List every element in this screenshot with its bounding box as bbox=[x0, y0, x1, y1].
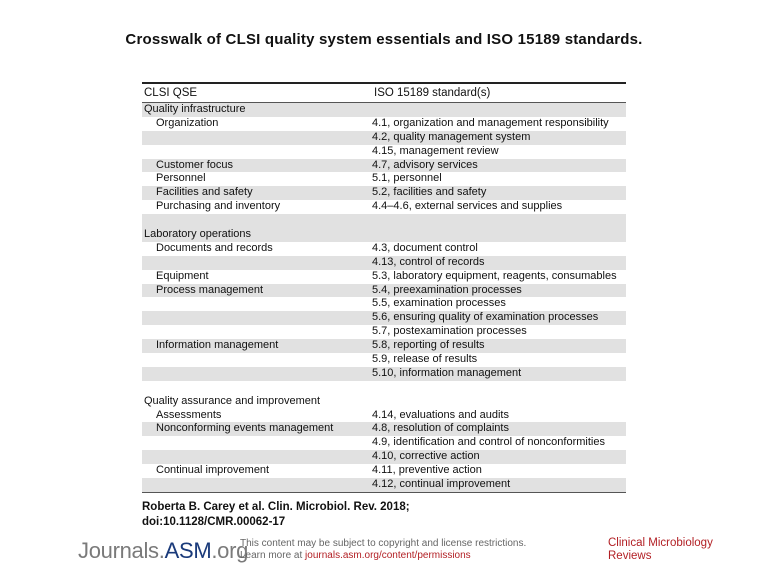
cell-clsi-qse: Organization bbox=[156, 116, 219, 129]
cell-iso-standard: 4.1, organization and management responsibility bbox=[372, 116, 609, 129]
table-row bbox=[142, 478, 626, 492]
cell-iso-standard: 5.4, preexamination processes bbox=[372, 283, 522, 296]
table-row bbox=[142, 145, 626, 159]
header-iso-standard: ISO 15189 standard(s) bbox=[374, 87, 491, 99]
cell-clsi-qse: Facilities and safety bbox=[156, 186, 253, 199]
cell-iso-standard: 5.8, reporting of results bbox=[372, 339, 485, 352]
table-row bbox=[142, 131, 626, 145]
table-row bbox=[142, 367, 626, 381]
table-row bbox=[142, 450, 626, 464]
table-row bbox=[142, 395, 626, 409]
logo-asm-text: ASM bbox=[164, 538, 212, 563]
table-row bbox=[142, 381, 626, 395]
cell-iso-standard: 4.14, evaluations and audits bbox=[372, 408, 509, 421]
journal-name-line-1: Clinical Microbiology bbox=[608, 537, 713, 549]
copyright-line-1: This content may be subject to copyright and license restrictions. bbox=[240, 538, 527, 549]
table-row bbox=[142, 200, 626, 214]
table-row bbox=[142, 464, 626, 478]
cell-iso-standard: 5.10, information management bbox=[372, 366, 522, 379]
cell-clsi-qse: Process management bbox=[156, 283, 263, 296]
table-row bbox=[142, 270, 626, 284]
cell-iso-standard: 5.7, postexamination processes bbox=[372, 325, 527, 338]
cell-iso-standard: 5.3, laboratory equipment, reagents, consumables bbox=[372, 269, 617, 282]
table-row bbox=[142, 284, 626, 298]
crosswalk-table bbox=[142, 82, 626, 493]
cell-clsi-qse: Quality assurance and improvement bbox=[144, 394, 321, 407]
cell-iso-standard: 4.4–4.6, external services and supplies bbox=[372, 200, 563, 213]
cell-iso-standard: 4.11, preventive action bbox=[372, 464, 482, 477]
citation-doi: doi:10.1128/CMR.00062-17 bbox=[142, 516, 286, 528]
table-row bbox=[142, 159, 626, 173]
table-row bbox=[142, 409, 626, 423]
table-row bbox=[142, 172, 626, 186]
copyright-notice bbox=[240, 538, 526, 562]
table-row bbox=[142, 353, 626, 367]
cell-iso-standard: 5.9, release of results bbox=[372, 353, 478, 366]
table-row bbox=[142, 186, 626, 200]
cell-clsi-qse: Laboratory operations bbox=[144, 228, 252, 241]
cell-iso-standard: 4.9, identification and control of nonconformities bbox=[372, 436, 605, 449]
cell-iso-standard: 4.7, advisory services bbox=[372, 158, 478, 171]
table-row bbox=[142, 339, 626, 353]
copyright-line-2 bbox=[240, 550, 526, 562]
table-row bbox=[142, 103, 626, 117]
table-row bbox=[142, 242, 626, 256]
journal-name bbox=[608, 537, 713, 563]
footer bbox=[0, 530, 768, 570]
cell-clsi-qse: Equipment bbox=[156, 269, 209, 282]
cell-iso-standard: 4.15, management review bbox=[372, 144, 499, 157]
cell-iso-standard: 4.3, document control bbox=[372, 241, 478, 254]
cell-iso-standard: 5.1, personnel bbox=[372, 172, 442, 185]
table-bottom-rule bbox=[142, 492, 626, 493]
permissions-link[interactable]: journals.asm.org/content/permissions bbox=[305, 550, 471, 561]
table-row bbox=[142, 436, 626, 450]
cell-clsi-qse: Continual improvement bbox=[156, 464, 270, 477]
cell-iso-standard: 4.10, corrective action bbox=[372, 450, 480, 463]
table-row bbox=[142, 311, 626, 325]
cell-clsi-qse: Quality infrastructure bbox=[144, 103, 246, 115]
table-body bbox=[142, 103, 626, 492]
copyright-learn-more: Learn more at bbox=[240, 550, 306, 561]
table-row bbox=[142, 214, 626, 228]
journal-name-line-2: Reviews bbox=[608, 550, 652, 562]
citation bbox=[142, 500, 410, 530]
logo-org-text: .org bbox=[211, 538, 249, 563]
cell-clsi-qse: Assessments bbox=[156, 408, 222, 421]
table-row bbox=[142, 117, 626, 131]
cell-iso-standard: 4.8, resolution of complaints bbox=[372, 422, 509, 435]
cell-iso-standard: 4.12, continual improvement bbox=[372, 478, 511, 491]
cell-clsi-qse: Documents and records bbox=[156, 241, 273, 254]
table-row bbox=[142, 422, 626, 436]
cell-clsi-qse: Customer focus bbox=[156, 158, 234, 171]
cell-iso-standard: 4.2, quality management system bbox=[372, 130, 531, 143]
cell-clsi-qse: Purchasing and inventory bbox=[156, 200, 281, 213]
cell-iso-standard: 5.6, ensuring quality of examination processes bbox=[372, 311, 599, 324]
table-row bbox=[142, 228, 626, 242]
cell-clsi-qse: Nonconforming events management bbox=[156, 422, 334, 435]
cell-iso-standard: 5.5, examination processes bbox=[372, 297, 506, 310]
citation-authors: Roberta B. Carey et al. Clin. Microbiol. Rev. 2018; bbox=[142, 501, 410, 513]
cell-clsi-qse: Information management bbox=[156, 339, 279, 352]
cell-clsi-qse: Personnel bbox=[156, 172, 206, 185]
table-row bbox=[142, 297, 626, 311]
cell-iso-standard: 4.13, control of records bbox=[372, 255, 485, 268]
journals-asm-logo[interactable] bbox=[78, 538, 248, 564]
logo-journals-text: Journals. bbox=[78, 538, 165, 563]
table-row bbox=[142, 325, 626, 339]
header-clsi-qse: CLSI QSE bbox=[144, 87, 198, 99]
table-header bbox=[142, 84, 626, 103]
cell-iso-standard: 5.2, facilities and safety bbox=[372, 186, 487, 199]
table-row bbox=[142, 256, 626, 270]
slide-title: Crosswalk of CLSI quality system essentials and ISO 15189 standards. bbox=[125, 31, 643, 48]
